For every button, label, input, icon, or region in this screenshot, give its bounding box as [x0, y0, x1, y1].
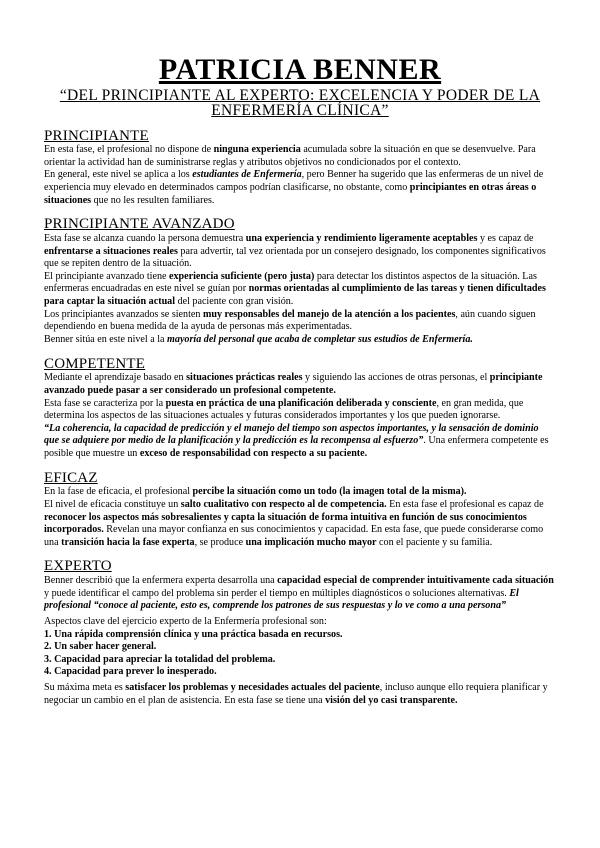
- text-run: . Una enfermera competente es posible que muestre un: [44, 435, 549, 459]
- paragraph: [44, 423, 556, 461]
- paragraph: [44, 309, 556, 334]
- paragraph: [44, 144, 556, 169]
- section-heading: EXPERTO: [44, 558, 112, 575]
- list-item: 4. Capacidad para prever lo inesperado.: [44, 666, 217, 678]
- text-run: En general, este nivel se aplica a los: [44, 169, 193, 181]
- text-run: , incluso aunque ello requiera planificar y negociar un cambio en el plan de asistencia. En esta fase se tiene una: [44, 681, 548, 706]
- text-run: para advertir, tal vez orientada por un consejero designado, los componentes significativos que se repiten dentro de la situación.: [44, 245, 546, 270]
- key-aspects-list: [44, 629, 556, 679]
- text-run: , pero Benner ha sugerido que las enfermeras de un nivel de experiencia muy elevado en determinados campos podrían clasificarse, no obstante, como: [44, 169, 544, 194]
- text-run: “La coherencia, la capacidad de predicción y el manejo del tiempo son aspectos importantes, y la sensación de dominio que se adquiere por medio de la planificación y la predicción es la recompensa al esfuerzo”: [44, 422, 539, 447]
- paragraph: [44, 682, 556, 707]
- text-run: reconocer los aspectos más sobresalientes y capta la situación de forma intuitiva en función de sus conocimientos incorporados.: [44, 511, 527, 536]
- text-run: Benner sitúa en este nivel a la: [44, 333, 168, 345]
- text-run: con el paciente y su familia.: [376, 536, 493, 548]
- text-run: acumulada sobre la situación en que se desenvuelve. Para orientar la actividad han de suministrarse reglas y atributos objetivos no condicionados por el contexto.: [44, 144, 536, 168]
- text-run: Revelan una mayor confianza en sus conocimientos y capacidad. En esta fase, que puede considerarse como una: [44, 524, 544, 548]
- text-run: situaciones prácticas reales: [186, 372, 303, 384]
- paragraph: [44, 575, 556, 613]
- text-run: , aún cuando siguen dependiendo en buena medida de la ayuda de personas más experimentadas.: [44, 308, 536, 333]
- text-run: El principiante avanzado tiene: [44, 270, 169, 282]
- paragraph: [44, 616, 556, 629]
- text-run: exceso de responsabilidad con respecto a su paciente.: [139, 447, 368, 459]
- section-heading: COMPETENTE: [44, 355, 146, 372]
- text-run: Los principiantes avanzados se sienten: [44, 308, 203, 320]
- text-run: percibe la situación como un todo (la imagen total de la misma).: [192, 486, 467, 498]
- text-run: Esta fase se caracteriza por la: [44, 397, 166, 409]
- text-run: y puede identificar el campo del problema sin perder el tiempo en múltiples diagnósticos o soluciones alternativas.: [44, 587, 510, 599]
- text-run: normas orientadas al cumplimiento de las tareas y tienen dificultades para captar la situación actual: [44, 283, 546, 308]
- text-run: enfrentarse a situaciones reales: [44, 245, 178, 257]
- text-run: En la fase de eficacia, el profesional: [44, 486, 193, 498]
- text-run: principiantes en otras áreas o situaciones: [44, 182, 537, 206]
- text-run: satisfacer los problemas y necesidades actuales del paciente: [125, 681, 380, 693]
- text-run: principiante avanzado puede pasar a ser considerado un profesional competente.: [44, 372, 543, 396]
- text-run: una experiencia y rendimiento ligeramente aceptables: [245, 233, 478, 245]
- text-run: En esta fase el profesional es capaz de: [386, 498, 544, 510]
- paragraph: [44, 486, 556, 499]
- text-run: ninguna experiencia: [213, 144, 301, 156]
- text-run: muy responsables del manejo de la atención a los pacientes: [202, 308, 456, 320]
- text-run: y es capaz de: [477, 233, 534, 245]
- text-run: y siguiendo las acciones de otras personas, el: [302, 372, 490, 384]
- section-principiante-avanzado: [44, 217, 556, 346]
- text-run: para detectar los distintos aspectos de la situación. Las enfermeras encuadradas en este nivel se guían por: [44, 270, 537, 295]
- section-heading: EFICAZ: [44, 469, 98, 486]
- list-item: 1. Una rápida comprensión clínica y una práctica basada en recursos.: [44, 628, 343, 640]
- text-run: Mediante el aprendizaje basado en: [44, 372, 187, 384]
- text-run: El profesional “conoce al paciente, esto es, comprende los patrones de sus respuestas y lo ve como a una persona”: [44, 587, 519, 612]
- text-run: El nivel de eficacia constituye un: [44, 498, 181, 510]
- text-run: Benner describió que la enfermera experta desarrolla una: [44, 575, 278, 587]
- text-run: que no les resulten familiares.: [91, 194, 215, 206]
- text-run: puesta en práctica de una planificación deliberada y consciente: [165, 397, 437, 409]
- text-run: experiencia suficiente (pero justa): [169, 270, 315, 282]
- text-run: En esta fase, el profesional no dispone de: [44, 144, 214, 156]
- text-run: transición hacia la fase experta: [61, 536, 195, 548]
- paragraph: [44, 233, 556, 271]
- text-run: visión del yo casi transparente.: [325, 694, 458, 706]
- list-item: 2. Un saber hacer general.: [44, 641, 157, 653]
- text-run: salto cualitativo con respecto al de competencia.: [180, 498, 387, 510]
- section-competente: [44, 357, 556, 461]
- page-title: PATRICIA BENNER: [158, 53, 442, 86]
- text-run: , en gran medida, que determina los aspectos de las situaciones actuales y futuras considerados importantes y los que pueden ignorarse.: [44, 397, 524, 422]
- section-experto: [44, 559, 556, 707]
- paragraph: [44, 271, 556, 309]
- paragraph: [44, 169, 556, 207]
- text-run: Aspectos clave del ejercicio experto de la Enfermería profesional son:: [44, 615, 327, 627]
- text-run: capacidad especial de comprender intuitivamente cada situación: [277, 575, 554, 587]
- text-run: una implicación mucho mayor: [245, 536, 377, 548]
- section-principiante: [44, 129, 556, 208]
- paragraph: [44, 398, 556, 423]
- text-run: del paciente con gran visión.: [175, 296, 294, 308]
- text-run: , se produce: [194, 536, 246, 548]
- section-heading: PRINCIPIANTE: [44, 127, 149, 144]
- text-run: Su máxima meta es: [44, 681, 126, 693]
- paragraph: [44, 372, 556, 397]
- text-run: estudiantes de Enfermería: [192, 169, 302, 181]
- paragraph: [44, 334, 556, 347]
- paragraph: [44, 499, 556, 549]
- list-item: 3. Capacidad para apreciar la totalidad del problema.: [44, 653, 276, 665]
- text-run: Esta fase se alcanza cuando la persona demuestra: [44, 233, 246, 245]
- section-heading: PRINCIPIANTE AVANZADO: [44, 216, 235, 233]
- section-eficaz: [44, 471, 556, 550]
- text-run: mayoría del personal que acaba de completar sus estudios de Enfermería.: [167, 333, 473, 345]
- page-subtitle: “DEL PRINCIPIANTE AL EXPERTO: EXCELENCIA Y PODER DE LA ENFERMERÍA CLÍNICA”: [59, 86, 541, 119]
